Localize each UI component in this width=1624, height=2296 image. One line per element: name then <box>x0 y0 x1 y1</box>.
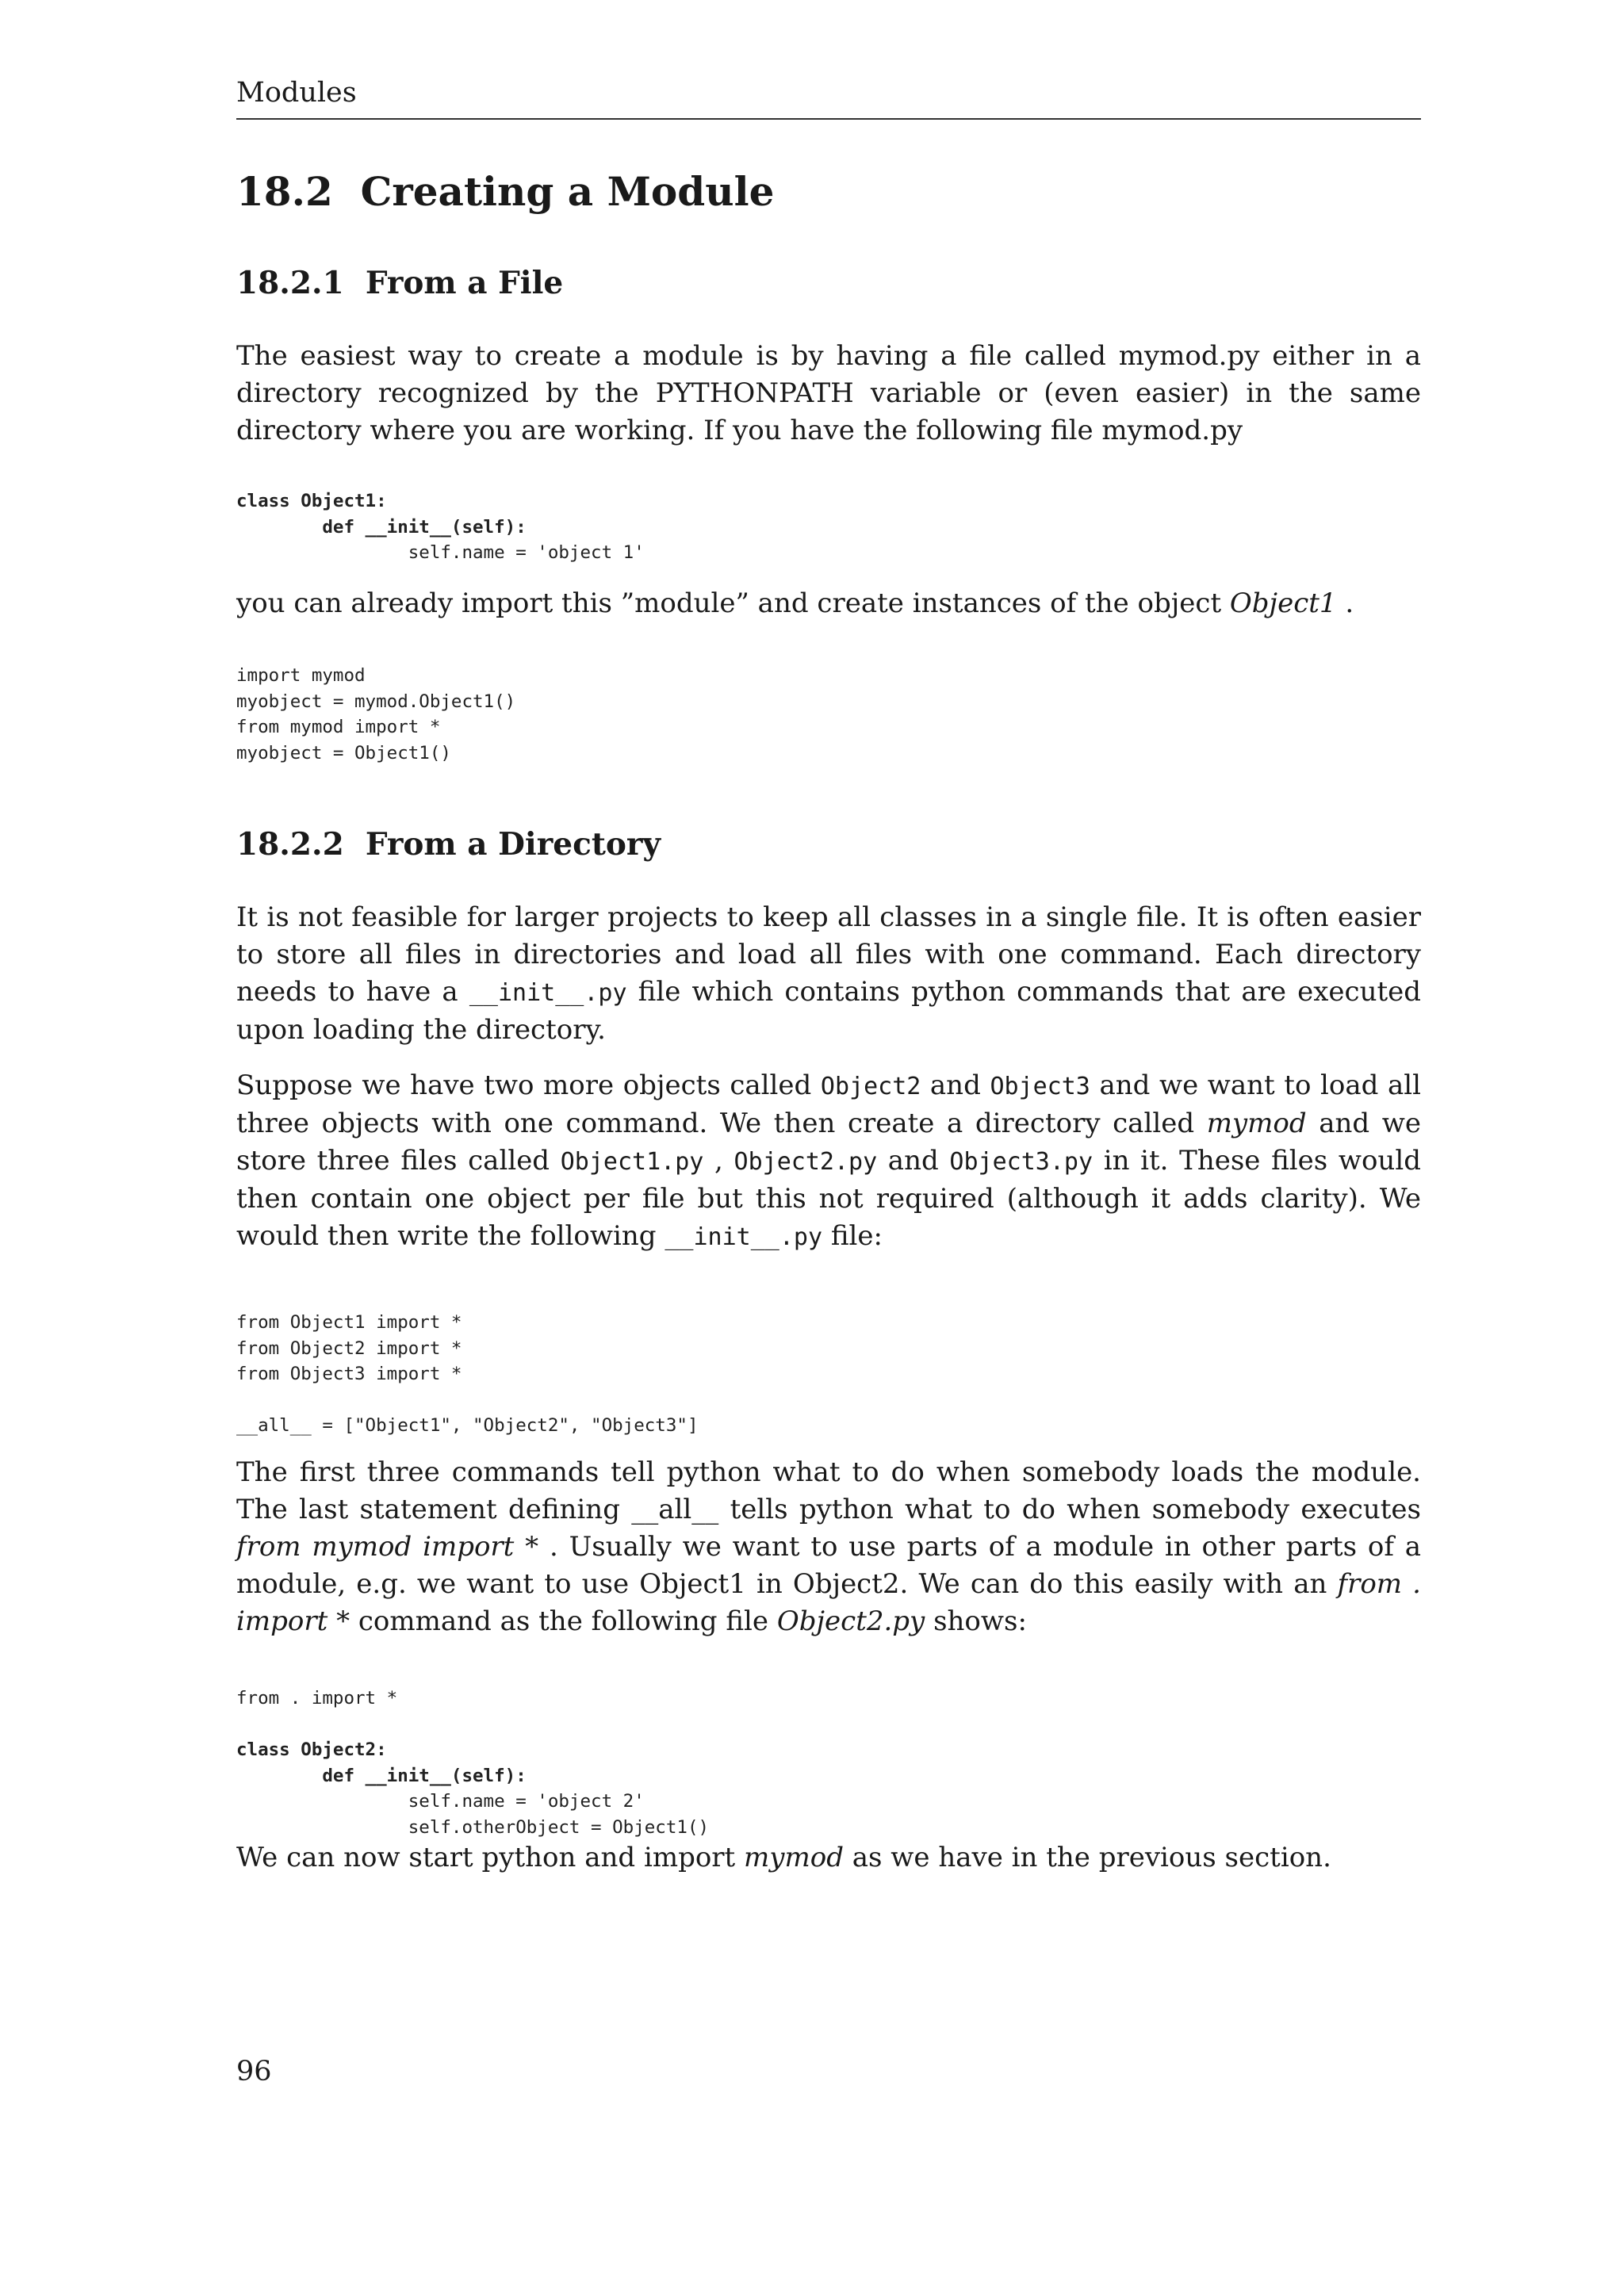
section-title <box>236 168 774 215</box>
inline-code: Object2 <box>820 1073 921 1100</box>
subsection-number: 18.2.2 <box>236 826 344 863</box>
page-number: 96 <box>236 2056 272 2087</box>
running-head: Modules <box>236 79 1421 120</box>
code-block-init <box>236 1310 698 1439</box>
paragraph-import-module <box>236 585 1421 622</box>
text-run: as we have in the previous section. <box>843 1842 1331 1873</box>
paragraph-text <box>236 1839 1421 1877</box>
code-block-mymod <box>236 488 645 566</box>
text-run: , <box>703 1145 734 1177</box>
code-block-object2 <box>236 1686 709 1840</box>
code-block-import <box>236 663 515 766</box>
inline-code: __init__.py <box>665 1223 823 1251</box>
emphasis-from-dot-import: from . import * <box>236 1568 1421 1637</box>
text-run: and <box>877 1145 950 1177</box>
code-line: from . import * <box>236 1688 398 1709</box>
paragraph-text <box>236 585 1421 622</box>
code-line: from Object2 import * <box>236 1337 462 1359</box>
text-run: command as the following file <box>350 1605 777 1637</box>
emphasis-mymod: mymod <box>1206 1108 1307 1139</box>
subsection-title-from-file <box>236 265 563 301</box>
text-run: in it. These files would then contain one object per file but this not required (although it adds clarity). We would then write the following <box>236 1145 1421 1252</box>
paragraph-explanation <box>236 1454 1421 1640</box>
code-line: __all__ = ["Object1", "Object2", "Object3"] <box>236 1415 699 1436</box>
code-line: def __init__(self): <box>236 1765 527 1786</box>
code-line <box>236 491 387 511</box>
emphasis-object1: Object1 <box>1229 587 1337 619</box>
subsection-title-text: From a Directory <box>365 826 661 863</box>
code-line: self.name = 'object 2' <box>236 1791 645 1812</box>
inline-code: Object3.py <box>949 1148 1094 1176</box>
paragraph-directory-intro <box>236 899 1421 1049</box>
paragraph-closing <box>236 1839 1421 1877</box>
paragraph-text <box>236 899 1421 1049</box>
text-run: It is not feasible for larger projects to keep all classes in a single file. It is often easier to store all files in directories and load all files with one command. Each directory needs to have a <box>236 901 1421 1008</box>
code-line: import mymod <box>236 665 366 686</box>
section-title-text: Creating a Module <box>360 168 775 215</box>
text-run: . <box>1336 587 1354 619</box>
inline-code: Object3 <box>990 1073 1090 1100</box>
paragraph-text: The easiest way to create a module is by having a file called mymod.py either in a directory recognized by the PYTHONPATH variable or (even easier) in the same directory where you are working. If you have the following file mymod.py <box>236 340 1421 446</box>
text-run: The first three commands tell python what to do when somebody loads the module. The last statement defining __all__ tells python what to do when somebody executes <box>236 1456 1421 1525</box>
text-run: and <box>921 1070 990 1101</box>
text-run: shows: <box>925 1605 1027 1637</box>
text-run: and we want to load all three objects with one command. We then create a directory called <box>236 1070 1421 1139</box>
text-run: and we store three files called <box>236 1108 1421 1177</box>
code-line: myobject = mymod.Object1() <box>236 691 516 712</box>
code-line: from Object3 import * <box>236 1364 462 1384</box>
subsection-title-text: From a File <box>365 265 564 301</box>
emphasis-object2-py: Object2.py <box>776 1605 925 1637</box>
text-run: you can already import this ”module” and create instances of the object <box>236 587 1230 619</box>
emphasis-mymod: mymod <box>744 1842 844 1873</box>
text-run: . Usually we want to use parts of a module in other parts of a module, e.g. we want to use Object1 in Object2. We can do this easily with an <box>236 1531 1421 1600</box>
section-number: 18.2 <box>236 168 333 215</box>
code-line: self.otherObject = Object1() <box>236 1816 710 1838</box>
paragraph-text <box>236 1454 1421 1640</box>
inline-code: __init__.py <box>469 979 627 1007</box>
subsection-title-from-directory <box>236 826 661 863</box>
code-line: from Object1 import * <box>236 1312 462 1333</box>
code-line: myobject = Object1() <box>236 742 451 763</box>
text-run: We can now start python and import <box>236 1842 745 1873</box>
paragraph-suppose <box>236 1067 1421 1256</box>
text-run: Suppose we have two more objects called <box>236 1070 821 1101</box>
emphasis-from-mymod: from mymod import * <box>236 1531 539 1563</box>
paragraph-text <box>236 1067 1421 1256</box>
inline-code: Object2.py <box>733 1148 878 1176</box>
code-line: from mymod import * <box>236 717 441 737</box>
code-line: def __init__(self): <box>236 516 527 538</box>
code-keyword: class Object1: <box>236 491 387 511</box>
code-line: self.name = 'object 1' <box>236 542 645 563</box>
text-run: file which contains python commands that are executed upon loading the directory. <box>236 976 1422 1046</box>
inline-code: Object1.py <box>560 1148 704 1176</box>
code-line: class Object2: <box>236 1739 387 1760</box>
subsection-number: 18.2.1 <box>236 265 344 301</box>
text-run: file: <box>822 1220 883 1252</box>
paragraph-intro <box>236 338 1421 450</box>
